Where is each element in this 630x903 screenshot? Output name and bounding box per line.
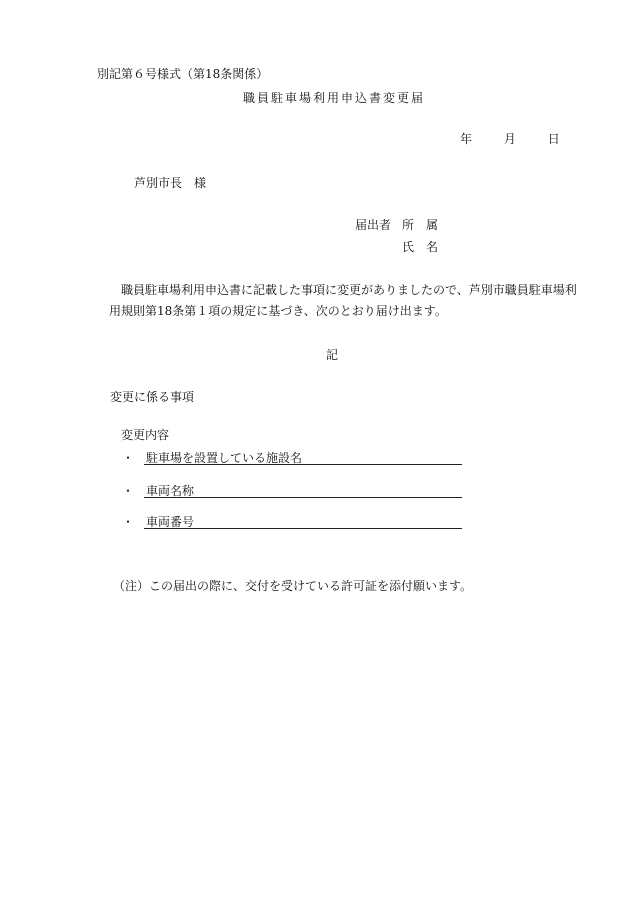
underline xyxy=(144,497,462,498)
change-item-vehicle-name xyxy=(122,482,462,498)
underline xyxy=(144,464,462,465)
item-label-facility: 駐車場を設置している施設名 xyxy=(146,451,303,465)
ki-heading: 記 xyxy=(326,348,339,362)
item-label-vehicle-number: 車両番号 xyxy=(146,515,195,529)
date-day: 日 xyxy=(547,132,560,146)
change-item-facility xyxy=(122,449,462,465)
name-label: 氏 名 xyxy=(402,240,439,254)
date-line xyxy=(460,132,560,146)
form-id: 別記第６号様式（第18条関係） xyxy=(97,67,269,81)
underline xyxy=(144,528,462,529)
note: （注）この届出の際に、交付を受けている許可証を添付願います。 xyxy=(113,579,473,593)
bullet: ・ xyxy=(122,451,135,465)
subheading: 変更内容 xyxy=(121,428,170,442)
item-label-vehicle-name: 車両名称 xyxy=(146,484,195,498)
addressee: 芦別市長 様 xyxy=(134,176,207,190)
document-title: 職員駐車場利用申込書変更届 xyxy=(243,91,426,105)
date-year: 年 xyxy=(460,132,473,146)
section-heading: 変更に係る事項 xyxy=(110,390,195,404)
bullet: ・ xyxy=(122,484,135,498)
applicant-label: 届出者 xyxy=(355,218,392,232)
affiliation-label: 所 属 xyxy=(402,218,439,232)
bullet: ・ xyxy=(122,515,135,529)
body-text-line-2: 用規則第18条第１項の規定に基づき、次のとおり届け出ます。 xyxy=(109,304,447,318)
change-item-vehicle-number xyxy=(122,513,462,529)
body-text-line-1: 職員駐車場利用申込書に記載した事項に変更がありましたので、芦別市職員駐車場利 xyxy=(121,283,577,297)
date-month: 月 xyxy=(503,132,516,146)
